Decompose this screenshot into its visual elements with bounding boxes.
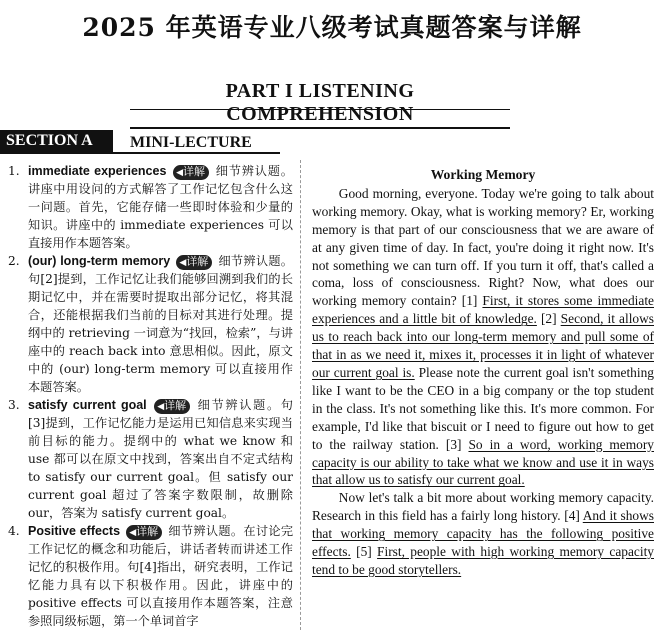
detail-tag-label: 详解 xyxy=(164,399,187,412)
transcript-segment: Good morning, everyone. Today we're going to talk about working memory. Okay, what is working memory? Er, working memory is that part of our consciousness that we are aware of at any given time of day. In fact, you're doing it right now. It's not something we can turn off. If you turn it off, that's called a coma, loss of consciousness. Right? Now, what does our working memory contain? [1] xyxy=(312,185,654,309)
answer-keyword: Positive effects xyxy=(28,524,121,538)
speaker-icon: ◀ xyxy=(129,528,137,538)
item-number: 2. xyxy=(8,254,20,268)
page-title: 2025 年英语专业八级考试真题答案与详解 xyxy=(82,13,582,42)
underlined-answer-sentence: And it shows that working memory capacity has the following positive effects. xyxy=(312,508,654,560)
part-heading: PART I LISTENING COMPREHENSION xyxy=(130,80,510,129)
speaker-icon: ◀ xyxy=(176,168,184,178)
detail-tag xyxy=(173,165,209,180)
answer-explanation: 细节辨认题。讲座中用设问的方式解答了工作记忆包含什么这一问题。首先，它能存储一些即时体验和少量的知识。讲座中的 immediate experiences 可以直接用作本题答案。 xyxy=(28,164,293,250)
part-rule xyxy=(130,109,510,110)
underlined-answer-sentence: First, it stores some immediate experiences and a little bit of knowledge. xyxy=(312,293,654,327)
detail-tag xyxy=(126,525,162,540)
detail-tag xyxy=(154,399,190,414)
section-label: SECTION A xyxy=(0,130,113,152)
detail-tag-label: 详解 xyxy=(186,255,209,268)
detail-tag xyxy=(176,255,212,270)
underlined-answer-sentence: So in a word, working memory capacity is our ability to take what we know and use it in ways that allow us to satisfy our current goal. xyxy=(312,436,654,488)
answer-explanation: 细节辨认题。句[3]提到，工作记忆能力是运用已知信息来实现当前目标的能力。提纲中的 what we know 和 use 都可以在原文中找到，答案出自不定式结构 to satisfy our current goal。但 satisfy our current goal 超过了答案字数限制，故删除 our，答案为 satisfy current goal。 xyxy=(28,398,293,520)
answer-item-3 xyxy=(8,396,293,522)
transcript-segment: Now let's talk a bit more about working memory capacity. Research in this field has a fairly long history. [4] xyxy=(312,490,654,524)
transcript-paragraph-2 xyxy=(312,489,654,579)
answer-keyword: satisfy current goal xyxy=(28,398,147,412)
speaker-icon: ◀ xyxy=(157,402,165,412)
transcript-title: Working Memory xyxy=(430,167,536,182)
answer-explanations xyxy=(8,162,293,630)
item-number: 4. xyxy=(8,524,20,538)
transcript-segment: [2] xyxy=(536,311,561,327)
speaker-icon: ◀ xyxy=(179,258,187,268)
answer-item-1 xyxy=(8,162,293,252)
transcript xyxy=(312,166,654,579)
transcript-paragraph-1 xyxy=(312,185,654,489)
answer-item-4 xyxy=(8,522,293,630)
transcript-segment: Please note the current goal isn't something like I want to be the CEO in a big company or the top student in the class. It's not something like this. It's more common. For example, I'd like that biscuit or I need to figure out how to get to the railway station. [3] xyxy=(312,364,654,452)
answer-keyword: immediate experiences xyxy=(28,164,167,178)
section-rule xyxy=(0,152,280,154)
answer-explanation: 细节辨认题。句[2]提到，工作记忆让我们能够回溯到我们的长期记忆中，并在需要时提取出部分记忆，将其混合，还能根据我们当前的目标对其进行处理。提纲中的 retrieving 一词意为“找回，检索”，与讲座中的 reach back into 意思相似。因此，原文中的 (our) long-term memory 可以直接用作本题答案。 xyxy=(28,254,293,394)
answer-keyword: (our) long-term memory xyxy=(28,254,171,268)
section-title: MINI-LECTURE xyxy=(130,134,252,151)
item-number: 1. xyxy=(8,164,20,178)
answer-item-2 xyxy=(8,252,293,396)
underlined-answer-sentence: Second, it allows us to reach back into our long-term memory and pull some of that in as we need it, mixes it, processes it in light of whatever our current goal is. xyxy=(312,311,654,380)
answer-explanation: 细节辨认题。在讨论完工作记忆的概念和功能后，讲话者转而讲述工作记忆的积极作用。句[4]指出，研究表明，工作记忆能力具有以下积极作用。因此，讲座中的 positive effects 可以直接用作本题答案，注意参照同级标题，第一个单词首字 xyxy=(28,524,294,628)
column-divider xyxy=(300,160,301,630)
detail-tag-label: 详解 xyxy=(136,525,159,538)
item-number: 3. xyxy=(8,398,20,412)
transcript-segment: [5] xyxy=(350,544,378,560)
underlined-answer-sentence: First, people with high working memory capacity tend to be good storytellers. xyxy=(312,544,654,577)
detail-tag-label: 详解 xyxy=(183,165,206,178)
